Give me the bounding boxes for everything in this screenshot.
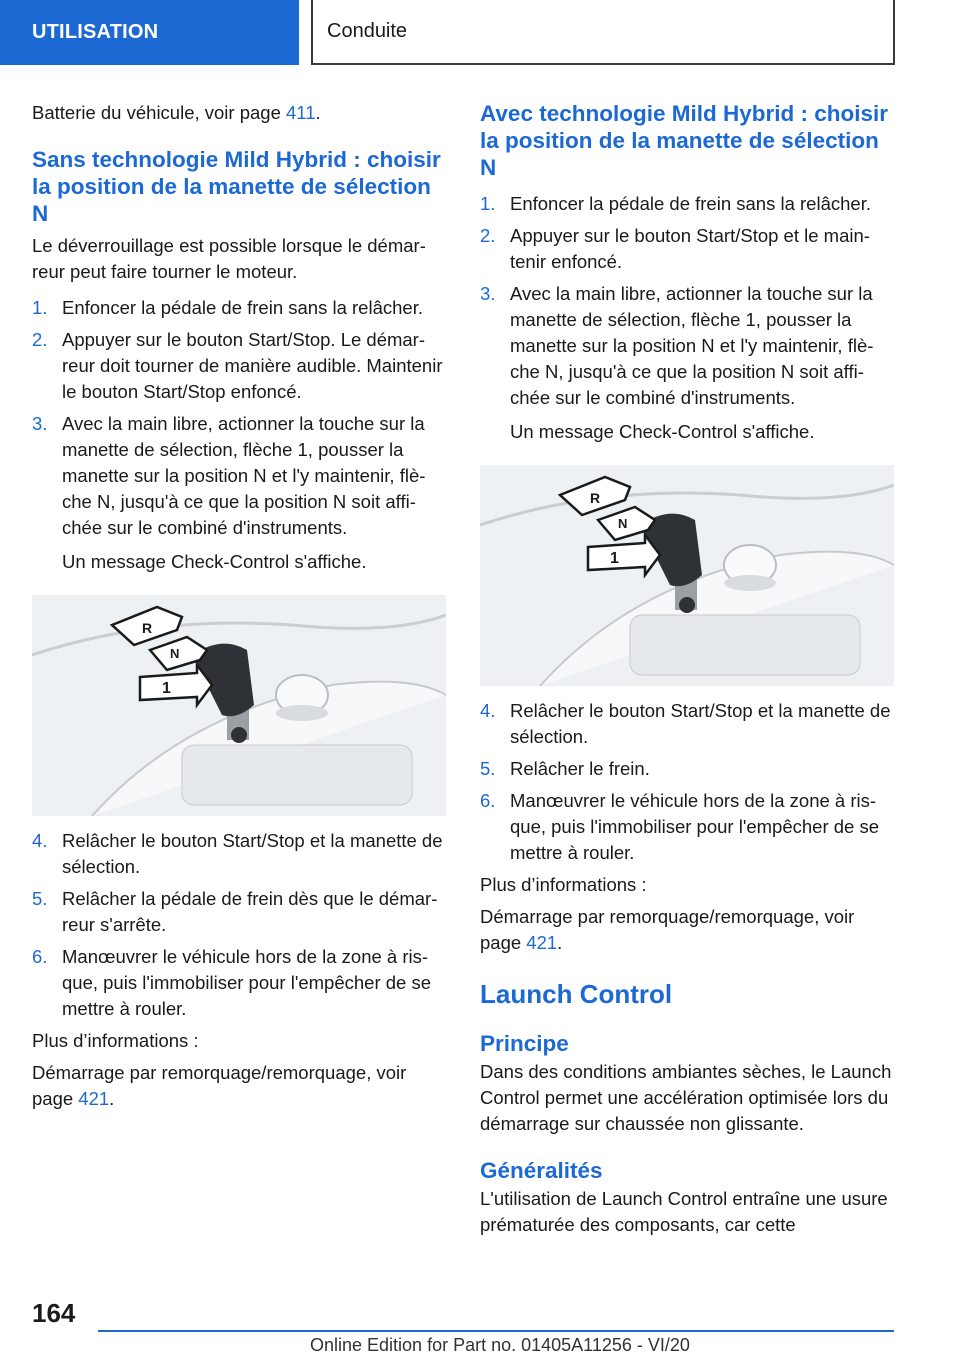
list-item: 4. Relâcher le bouton Start/Stop et la manette de sélection.	[480, 700, 891, 747]
intro-paragraph: Batterie du véhicule, voir page 411.	[32, 102, 321, 123]
unlock-paragraph: Le déverrouillage est possible lorsque le démarreur peut faire tourner le moteur.	[32, 235, 426, 282]
header-section-label: UTILISATION	[32, 21, 159, 43]
list-item: 2. Appuyer sur le bouton Start/Stop et le maintenir enfoncé.	[480, 225, 870, 272]
reference-paragraph: Démarrage par remorquage/remorquage, voir page 421.	[32, 1062, 407, 1109]
arrow-r-label: R	[590, 490, 601, 506]
list-item: 5. Relâcher le frein.	[480, 758, 650, 779]
list-item: 3. Avec la main libre, actionner la touche sur la manette de sélection, flèche 1, pousser la manette sur la position N et l'y maintenir, flèche N, jusqu'à ce que la position N soit affichée sur le combiné d'instruments. Un message Check-Control s'affiche.	[32, 413, 426, 572]
steps-list-right-b	[480, 698, 894, 866]
gear-selector-illustration	[32, 595, 446, 816]
list-item: 5. Relâcher la pédale de frein dès que le démarreur s'arrête.	[32, 888, 438, 935]
list-item: 3. Avec la main libre, actionner la touche sur la manette de sélection, flèche 1, pousser la manette sur la position N et l'y maintenir, flèche N, jusqu'à ce que la position N soit affichée sur le combiné d'instruments. Un message Check-Control s'affiche.	[480, 283, 874, 442]
steps-list-right-a	[480, 191, 894, 445]
right-column	[480, 100, 894, 1238]
arrow-n-label: N	[170, 646, 180, 661]
more-info-label: Plus d’informations :	[32, 1030, 199, 1051]
left-column	[32, 100, 446, 1112]
gear-selector-illustration	[480, 465, 894, 686]
steps-list-left-a	[32, 295, 446, 575]
list-item: 6. Manœuvrer le véhicule hors de la zone à risque, puis l'immobiliser pour l'empêcher de se mettre à rouler.	[32, 946, 432, 1019]
list-item: 4. Relâcher le bouton Start/Stop et la manette de sélection.	[32, 830, 443, 877]
list-item: 1. Enfoncer la pédale de frein sans la relâcher.	[32, 297, 423, 318]
more-info-label: Plus d’informations :	[480, 874, 647, 895]
list-item: 6. Manœuvrer le véhicule hors de la zone à risque, puis l'immobiliser pour l'empêcher de se mettre à rouler.	[480, 790, 880, 863]
page-number: 164	[32, 1298, 76, 1328]
arrow-r-label: R	[142, 620, 153, 636]
launch-control-title: Launch Control	[480, 979, 673, 1009]
steps-list-left-b	[32, 828, 446, 1022]
principe-paragraph: Dans des conditions ambiantes sèches, le Launch Control permet une accélération optimisée lors du démarrage sur chaussée non glissante.	[480, 1061, 892, 1134]
page-link-421[interactable]: 421	[526, 932, 558, 953]
footer-edition: Online Edition for Part no. 01405A11256 - VI/20	[310, 1335, 690, 1355]
gear-selector-drawing	[480, 465, 894, 686]
arrow-n-label: N	[618, 516, 628, 531]
arrow-1-label: 1	[610, 550, 619, 567]
page-link-421[interactable]: 421	[78, 1088, 110, 1109]
generalites-heading: Généralités	[480, 1158, 603, 1183]
reference-paragraph: Démarrage par remorquage/remorquage, voir page 421.	[480, 906, 855, 953]
header-chapter-tab	[311, 0, 895, 65]
generalites-paragraph: L'utilisation de Launch Control entraîne une usure prématurée des composants, car cette	[480, 1188, 888, 1235]
header-chapter-label: Conduite	[327, 20, 408, 42]
section-heading-with-mild-hybrid: Avec technologie Mild Hybrid : choisir la position de la manette de sélection N	[480, 101, 888, 180]
list-item: 1. Enfoncer la pédale de frein sans la relâcher.	[480, 193, 871, 214]
section-heading-without-mild-hybrid: Sans technologie Mild Hybrid : choisir la position de la manette de sélection N	[32, 147, 441, 226]
arrow-1-label: 1	[162, 680, 171, 697]
header-section-tab	[0, 0, 299, 65]
page-link-411[interactable]: 411	[286, 102, 316, 123]
list-item: 2. Appuyer sur le bouton Start/Stop. Le démarreur doit tourner de manière audible. Maintenir le bouton Start/Stop enfoncé.	[32, 329, 443, 402]
footer-divider	[98, 1330, 894, 1332]
gear-selector-drawing	[32, 595, 446, 816]
principe-heading: Principe	[480, 1031, 569, 1056]
